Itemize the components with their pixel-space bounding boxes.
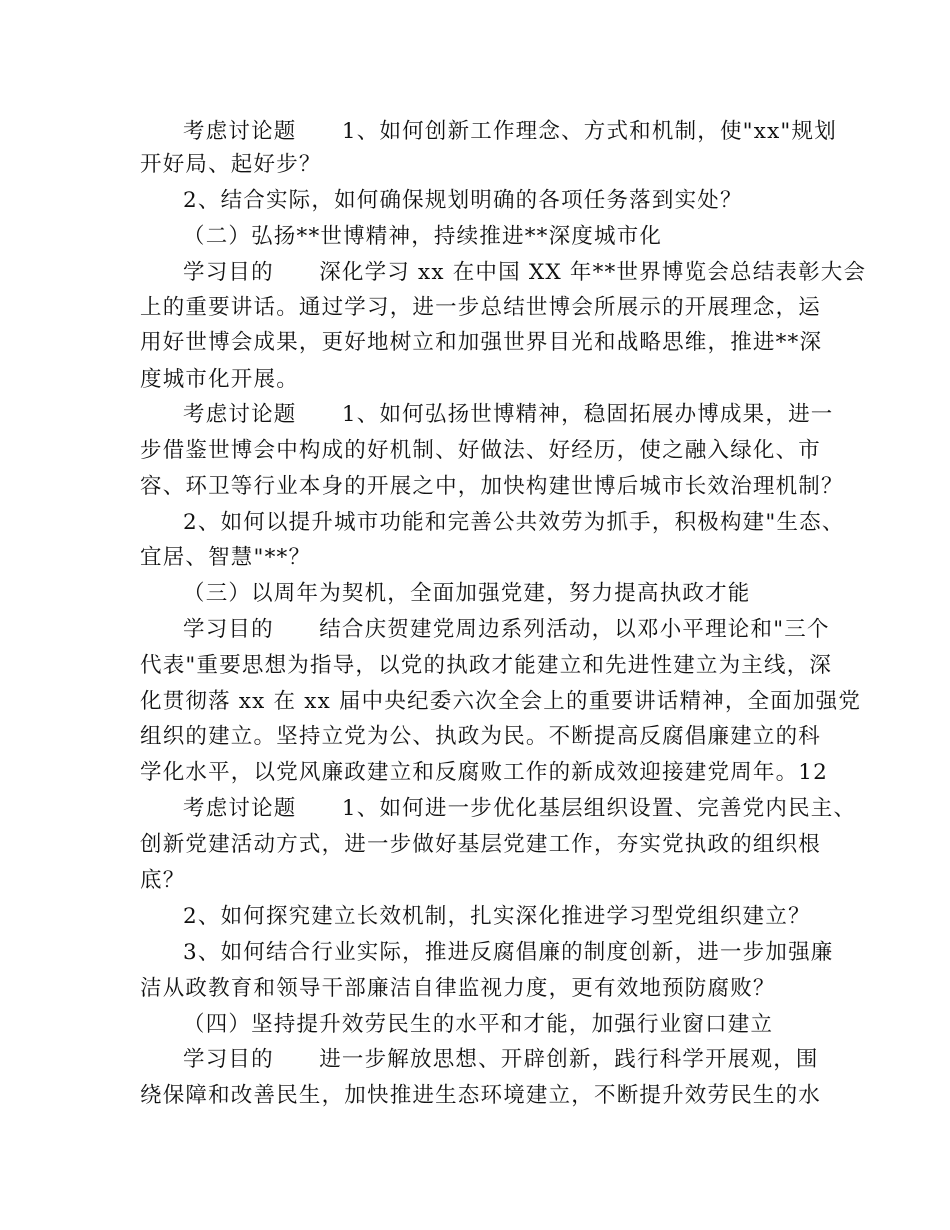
text-line: 度城市化开展。 [140,367,299,392]
section-heading: （二）弘扬**世博精神，持续推进**深度城市化 [183,224,663,249]
text-line: 学习目的 结合庆贺建党周边系列活动，以邓小平理论和"三个 [183,617,830,642]
text-line: 创新党建活动方式，进一步做好基层党建工作，夯实党执政的组织根 [140,832,822,857]
text-line: 洁从政教育和领导干部廉洁自律监视力度，更有效地预防腐败？ [140,976,776,1001]
text-line: 上的重要讲话。通过学习，进一步总结世博会所展示的开展理念，运 [140,295,822,320]
text-line: 考虑讨论题 1、如何弘扬世博精神，稳固拓展办博成果，进一 [183,402,834,427]
text-line: 3、如何结合行业实际，推进反腐倡廉的制度创新，进一步加强廉 [183,940,834,965]
text-line: 组织的建立。坚持立党为公、执政为民。不断提高反腐倡廉建立的科 [140,724,822,749]
text-line: 2、如何探究建立长效机制，扎实深化推进学习型党组织建立？ [183,904,811,929]
text-line: 考虑讨论题 1、如何进一步优化基层组织设置、完善党内民主、 [183,796,857,821]
text-line: 2、结合实际，如何确保规划明确的各项任务落到实处？ [183,188,743,213]
text-line: 考虑讨论题 1、如何创新工作理念、方式和机制，使"xx"规划 [183,119,837,144]
text-line: 绕保障和改善民生，加快推进生态环境建立，不断提升效劳民生的水 [140,1083,822,1108]
text-line: 步借鉴世博会中构成的好机制、好做法、好经历，使之融入绿化、市 [140,438,822,463]
text-line: 代表"重要思想为指导，以党的执政才能建立和先进性建立为主线，深 [140,653,833,678]
text-line: 学习目的 进一步解放思想、开辟创新，践行科学开展观，围 [183,1047,819,1072]
text-line: 开好局、起好步？ [140,152,322,177]
text-line: 2、如何以提升城市功能和完善公共效劳为抓手，积极构建"生态、 [183,510,845,535]
text-line: 容、环卫等行业本身的开展之中，加快构建世博后城市长效治理机制？ [140,474,844,499]
text-line: 用好世博会成果，更好地树立和加强世界目光和战略思维，推进**深 [140,330,823,355]
text-line: 化贯彻落 xx 在 xx 届中央纪委六次全会上的重要讲话精神，全面加强党 [140,689,862,714]
text-line: 学化水平，以党风廉政建立和反腐败工作的新成效迎接建党周年。12 [140,760,829,785]
text-line: 底？ [140,868,186,893]
section-heading: （三）以周年为契机，全面加强党建，努力提高执政才能 [183,581,751,606]
text-line: 学习目的 深化学习 xx 在中国 XX 年**世界博览会总结表彰大会 [183,260,867,285]
text-line: 宜居、智慧"**？ [140,545,312,570]
section-heading: （四）坚持提升效劳民生的水平和才能，加强行业窗口建立 [183,1012,774,1037]
